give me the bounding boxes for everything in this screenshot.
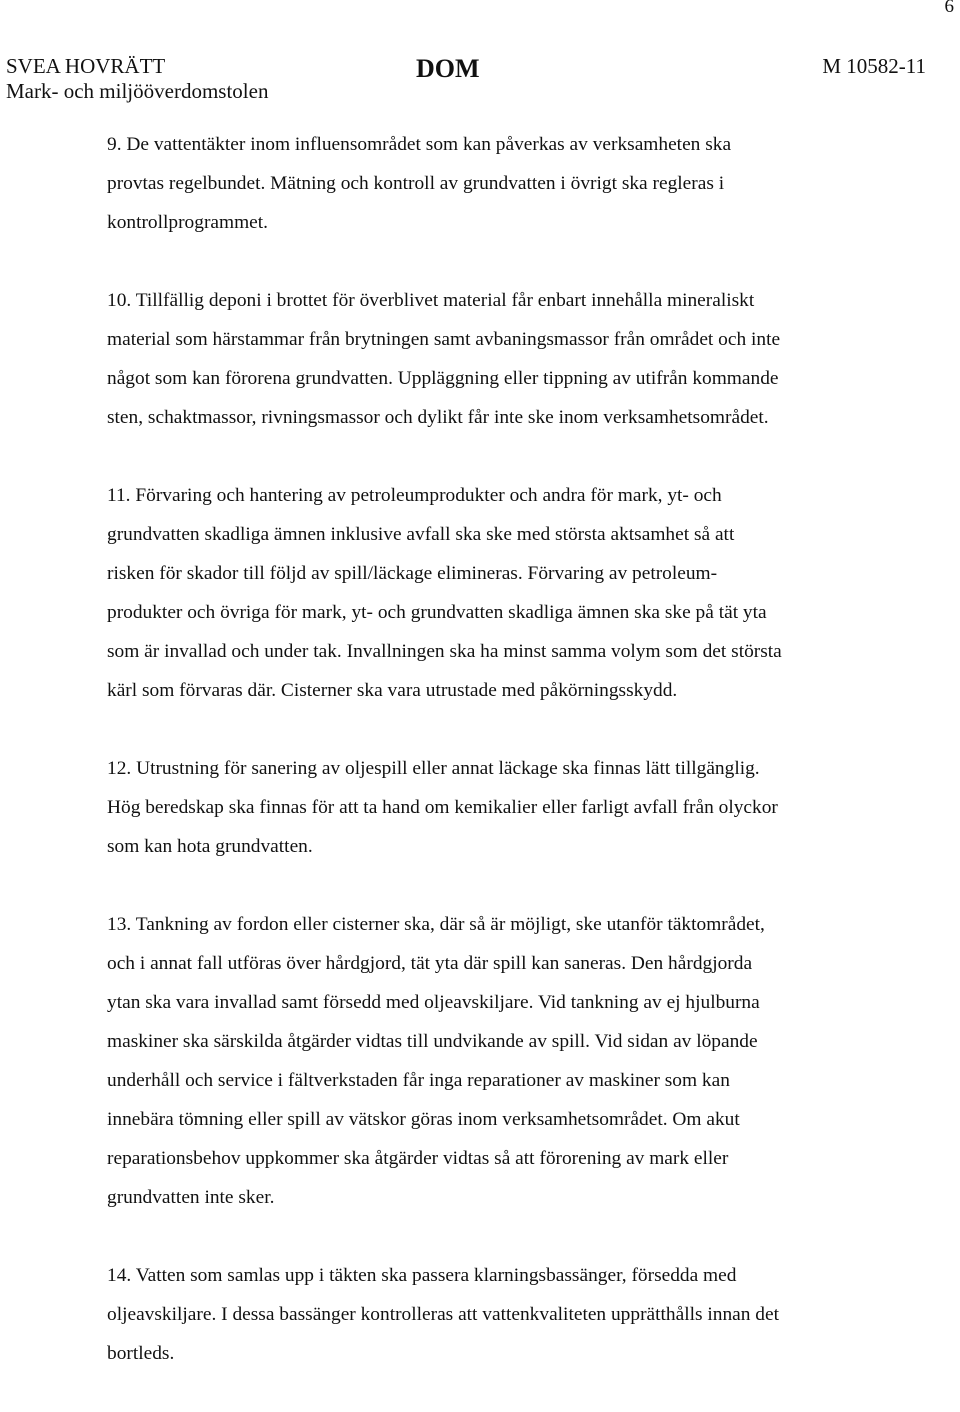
case-number: M 10582-11	[822, 54, 926, 78]
paragraph-9: 9. De vattentäkter inom influensområdet som kan påverkas av verksamheten ska provtas regelbundet. Mätning och kontroll av grundvatten i övrigt ska regleras i kontrollprogrammet.	[107, 134, 732, 233]
document-header	[6, 54, 926, 108]
paragraph-11: 11. Förvaring och hantering av petroleumprodukter och andra för mark, yt- och grundvatten skadliga ämnen inklusive avfall ska ske med största aktsamhet så att risken för skador till följd av spill/läckage elimineras. Förvaring av petroleum- produkter och övriga för mark, yt- och grundvatten skadliga ämnen ska ske på tät yta som är invallad och under tak. Invallningen ska ha minst samma volym som det största kärl som förvaras där. Cisterner ska vara utrustade med påkörningsskydd.	[107, 485, 782, 701]
document-body	[107, 125, 897, 1412]
document-type: DOM	[416, 54, 480, 83]
page-number: 6	[944, 0, 954, 17]
paragraph-10: 10. Tillfällig deponi i brottet för överblivet material får enbart innehålla mineraliskt material som härstammar från brytningen samt avbaningsmassor från området och inte något som kan förorena grundvatten. Uppläggning eller tippning av utifrån kommande sten, schaktmassor, rivningsmassor och dylikt får inte ske inom verksamhetsområdet.	[107, 290, 781, 428]
paragraph-14: 14. Vatten som samlas upp i täkten ska passera klarningsbassänger, försedda med oljeavskiljare. I dessa bassänger kontrolleras att vattenkvaliteten upprätthålls innan det bortleds.	[107, 1265, 779, 1364]
court-division: Mark- och miljööverdomstolen	[6, 79, 269, 103]
paragraph-13: 13. Tankning av fordon eller cisterner ska, där så är möjligt, ske utanför täktområdet, och i annat fall utföras över hårdgjord, tät yta där spill kan saneras. Den hårdgjorda ytan ska vara invallad samt försedd med oljeavskiljare. Vid tankning av ej hjulburna maskiner ska särskilda åtgärder vidtas till undvikande av spill. Vid sidan av löpande underhåll och service i fältverkstaden får inga reparationer av maskiner som kan innebära tömning eller spill av vätskor göras inom verksamhetsområdet. Om akut reparationsbehov uppkommer ska åtgärder vidtas så att förorening av mark eller grundvatten inte sker.	[107, 914, 765, 1208]
court-name: SVEA HOVRÄTT	[6, 54, 166, 78]
paragraph-12: 12. Utrustning för sanering av oljespill eller annat läckage ska finnas lätt tillgänglig. Hög beredskap ska finnas för att ta hand om kemikalier eller farligt avfall från olyckor som kan hota grundvatten.	[107, 758, 778, 857]
